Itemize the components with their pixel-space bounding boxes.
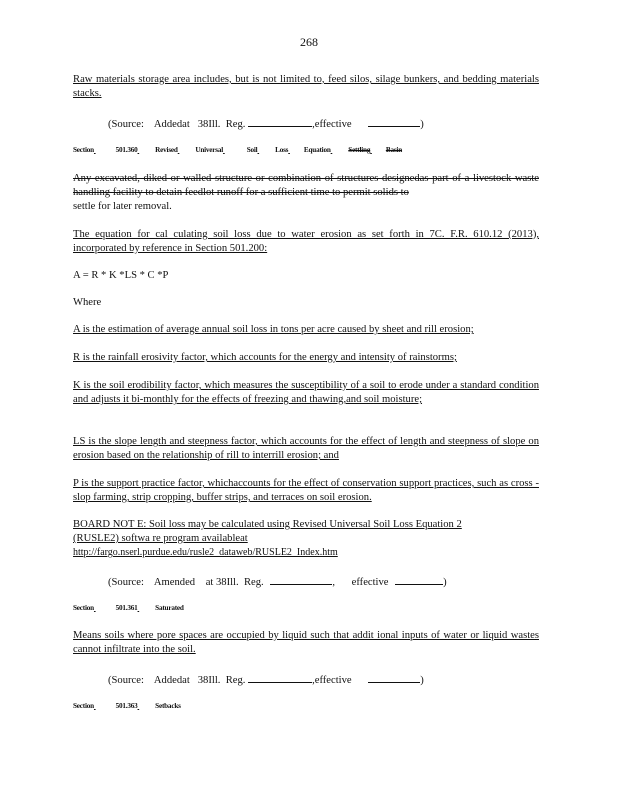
section-label: Section (73, 146, 94, 154)
source-action: Addedat (153, 675, 190, 686)
source-reg: Reg. (225, 675, 246, 686)
heading-word: Revised (155, 146, 178, 154)
source-note-3 (108, 672, 424, 686)
source-reg: Reg. (243, 577, 264, 588)
source-label: (Source: (108, 577, 144, 588)
source-volume: 38Ill. (197, 675, 221, 686)
section-title: Setbacks (155, 702, 181, 710)
blank-line (248, 116, 312, 127)
blank-line (368, 672, 420, 683)
source-label: (Source: (108, 119, 144, 130)
section-label: Section (73, 702, 94, 710)
source-close: ) (420, 675, 424, 686)
definition-r: R is the rainfall erosivity factor, which accounts for the energy and intensity of rainstorms; (73, 352, 457, 363)
section-number: 501.363 (115, 702, 138, 710)
source-effective: ,effective (312, 119, 352, 130)
formula: A = R * K *LS * C *P (73, 270, 169, 281)
source-note-1 (108, 116, 424, 130)
struck-definition-paragraph: Any excavated, diked or walled structure or combination of structures designedas part of a livestock waste handling facility to detain feedlot runoff for a sufficient time to permit solids to (73, 173, 539, 198)
section-title: Saturated (155, 604, 184, 612)
blank-line (248, 672, 312, 683)
section-501-360-heading (73, 146, 402, 154)
definition-a: A is the estimation of average annual soil loss in tons per acre caused by sheet and rill erosion; (73, 324, 474, 335)
definition-p: P is the support practice factor, whichaccounts for the effect of conservation support practices, such as cross -slop farming, strip cropping, buffer strips, and terraces on soil erosion. (73, 478, 539, 503)
section-number: 501.361 (115, 604, 138, 612)
source-action: Amended (153, 577, 196, 588)
equation-paragraph: The equation for cal culating soil loss due to water erosion as set forth in 7C. F.R. 610.12 (2013), incorporated by reference in Section 501.200: (73, 229, 539, 254)
heading-word: Equation (303, 146, 331, 154)
page-number: 268 (300, 35, 318, 49)
source-note-2 (108, 574, 447, 588)
heading-word: Loss (275, 146, 289, 154)
source-comma: , (332, 577, 335, 588)
raw-materials-paragraph: Raw materials storage area includes, but is not limited to, feed silos, silage bunkers, and bedding materials stacks. (73, 74, 539, 99)
struck-definition-tail: settle for later removal. (73, 201, 172, 212)
source-action: Addedat (153, 119, 190, 130)
source-effective: ,effective (312, 675, 352, 686)
source-volume: at 38Ill. (205, 577, 239, 588)
source-label: (Source: (108, 675, 144, 686)
heading-word: Soil (246, 146, 258, 154)
source-reg: Reg. (225, 119, 246, 130)
source-close: ) (443, 577, 447, 588)
board-note-url: http://fargo.nserl.purdue.edu/rusle2_dataweb/RUSLE2_Index.htm (73, 547, 338, 558)
source-close: ) (420, 119, 424, 130)
board-note-line-1: BOARD NOT E: Soil loss may be calculated using Revised Universal Soil Loss Equation 2 (73, 519, 462, 530)
section-label: Section (73, 604, 94, 612)
struck-heading-word: Basin (385, 146, 403, 154)
section-501-361-heading (73, 604, 212, 612)
board-note-line-2: (RUSLE2) softwa re program availableat (73, 533, 248, 544)
blank-line (395, 574, 443, 585)
section-number: 501.360 (115, 146, 138, 154)
section-501-363-heading (73, 702, 207, 710)
saturated-definition: Means soils where pore spaces are occupied by liquid such that addit ional inputs of water or liquid wastes cannot infiltrate into the soil. (73, 630, 539, 655)
struck-heading-word: Settling (348, 146, 371, 154)
where-label: Where (73, 297, 102, 308)
source-volume: 38Ill. (197, 119, 221, 130)
definition-k: K is the soil erodibility factor, which measures the susceptibility of a soil to erode under a standard condition and adjusts it bi-monthly for the effects of freezing and thawing,and soil moisture; (73, 380, 539, 405)
blank-line (270, 574, 332, 585)
definition-ls: LS is the slope length and steepness factor, which accounts for the effect of length and steepness of slope on erosion based on the relationship of rill to interrill erosion; and (73, 436, 539, 461)
heading-word: Universal (195, 146, 224, 154)
blank-line (368, 116, 420, 127)
source-effective: effective (351, 577, 389, 588)
